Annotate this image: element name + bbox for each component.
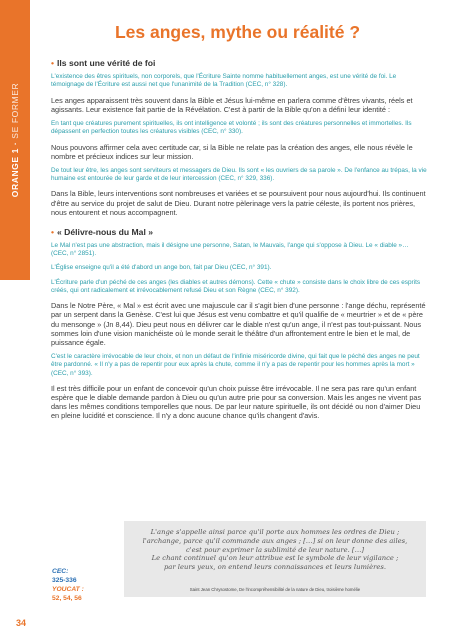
youcat-label: YOUCAT : [52,585,84,593]
quote-line: L'ange s'appelle ainsi parce qu'il porte aux hommes les ordres de Dieu ; [150,528,400,536]
quote-line: Le chant continuel qu'on leur attribue est le symbole de leur vigilance ; [151,554,399,563]
citation-paragraph: L'Écriture parle d'un péché de ces anges (les diables et autres démons). Cette « chute » consiste dans le choix libre de ces esprits créés, qui ont radicalement et irrévocablement refusé Dieu et son Règne (CEC, n° 392). [51,278,421,295]
citation-paragraph: En tant que créatures purement spirituelles, ils ont intelligence et volonté ; ils sont des créatures personnelles et immortelles. Ils dépassent en perfection toutes les créatures visibles (CEC, n° 330). [51,119,412,136]
citation-paragraph: Le Mal n'est pas une abstraction, mais il désigne une personne, Satan, le Mauvais, l'ange qui s'oppose à Dieu. Le « diable »… (CEC, n° 2851). [51,241,409,258]
cec-value: 325-336 [52,576,77,584]
quote-line: c'est pour exprimer la sublimité de leur nature. […] [185,545,365,554]
body-paragraph: Dans le Notre Père, « Mal » est écrit avec une majuscule car il s'agit bien d'une personne : l'ange déchu, représenté par un serpent dans la Genèse. C'est lui que Jésus est venu combattre et qu'il qualifie de « meurtrier » et de « père du mensonge » (Jn 8,44). Dieu peut nous en délivrer car le diable n'est qu'un ange, il n'est pas tout-puissant. Nous sommes loin d'une vision manichéiste où le monde serait le théâtre d'un affrontement entre le bien et le mal, de puissance égale. [51,301,426,347]
citation-paragraph: L'existence des êtres spirituels, non corporels, que l'Écriture Sainte nomme habituellement anges, est une vérité de foi. Le témoignage de l'Écriture est aussi net que l'unanimité de la Tradition (CEC, n° 328). [51,73,397,89]
main-content [51,58,427,426]
bullet-icon: • [51,58,55,68]
quote-line: l'archange, parce qu'il commande aux anges ; […] si on leur donne des ailes, [142,536,408,545]
citation-paragraph: L'Église enseigne qu'il a été d'abord un ange bon, fait par Dieu (CEC, n° 391). [51,264,272,272]
page-number: 34 [16,618,27,628]
heading-text: Ils sont une vérité de foi [57,58,156,68]
quote-text [124,528,426,572]
citation-paragraph: C'est le caractère irrévocable de leur choix, et non un défaut de l'infinie miséricorde divine, qui fait que le péché des anges ne peut être pardonné. « Il n'y a pas de repentir pour eux après la chute, comme il n'y a pas de repentir pour les hommes après la mort » (CEC, n° 393). [51,352,420,377]
body-paragraph: Les anges apparaissent très souvent dans la Bible et Jésus lui-même en parlera comme d'êtres vivants, réels et agissants. Leur existence fait partie de la Révélation. C'est à partir de la Bible qu'on a défini leur identité : [51,95,413,114]
cec-label: CEC: [52,568,69,575]
page-title: Les anges, mythe ou réalité ? [114,22,361,42]
heading-text: « Délivre-nous du Mal » [57,226,154,237]
sidebar-tab [0,0,30,280]
quote-source: Saint Jean Chrysostome, De l'incompréhensibilité de la nature de Dieu, troisième homélie [189,587,361,592]
body-paragraph: Dans la Bible, leurs interventions sont nombreuses et variées et se poursuivent pour nous aujourd'hui. Ils continuent d'être au service du projet de salut de Dieu. Durant notre pèlerinage vers la patrie céleste, ils portent nos prières, nous entourent et nous accompagnent. [51,189,426,217]
sidebar-part: ORANGE 1 [10,148,20,198]
body-paragraph: Nous pouvons affirmer cela avec certitude car, si la Bible ne relate pas la création des anges, elle nous révèle le nombre et précieux indices sur leur mission. [51,142,413,161]
quote-box [124,521,426,597]
sidebar-label: ORANGE 1 · SE FORMER [10,82,20,198]
section-heading [51,227,427,237]
references [52,568,84,603]
quote-line: par leurs yeux, on entend leurs connaissances et leurs lumières. [163,563,387,572]
section-heading [51,58,427,68]
body-paragraph: Il est très difficile pour un enfant de concevoir qu'un choix puisse être irrévocable. Il ne sera pas rare qu'un enfant espère que le diable demande pardon à Dieu ou qu'un autre prie pour sa conversion. Mais les anges ne vivent pas dans les mêmes conditions temporelles que nous. De par leur nature spirituelle, ils ont décidé ou non d'aimer Dieu en pleine lucidité et conscience. Il n'y a donc aucune chance qu'ils changent d'avis. [51,383,422,421]
citation-paragraph: De tout leur être, les anges sont serviteurs et messagers de Dieu. Ils sont « les ouvriers de sa parole ». De l'enfance au trépas, la vie humaine est entourée de leur garde et de leur intercession (CEC, n° 329, 336). [51,166,427,183]
bullet-icon: • [51,226,55,237]
sidebar-section: SE FORMER [10,82,20,139]
youcat-value: 52, 54, 56 [52,594,82,602]
